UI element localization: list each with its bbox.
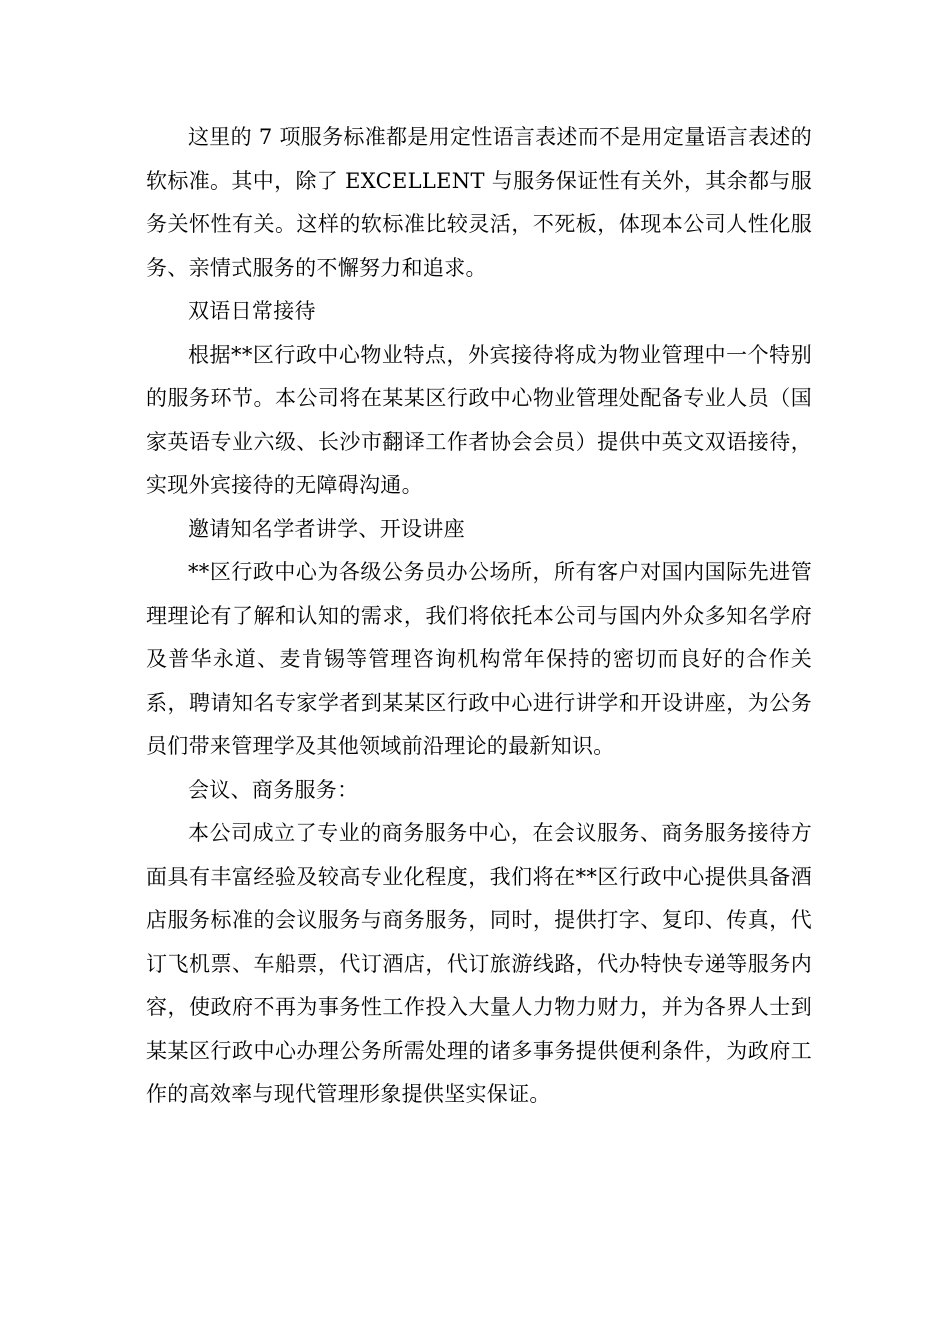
paragraph-bilingual-reception: 根据**区行政中心物业特点，外宾接待将成为物业管理中一个特别的服务环节。本公司将在某某区行政中心物业管理处配备专业人员（国家英语专业六级、长沙市翻译工作者协会会员）提供中英文双语接待，实现外宾接待的无障碍沟通。 — [146, 342, 812, 497]
heading-scholar-lectures: 邀请知名学者讲学、开设讲座 — [188, 516, 465, 541]
document-body — [146, 116, 812, 1117]
heading-meeting-business-service: 会议、商务服务： — [188, 777, 359, 802]
paragraph-scholar-lectures: **区行政中心为各级公务员办公场所，所有客户对国内国际先进管理理论有了解和认知的需求，我们将依托本公司与国内外众多知名学府及普华永道、麦肯锡等管理咨询机构常年保持的密切而良好的合作关系，聘请知名专家学者到某某区行政中心进行讲学和开设讲座，为公务员们带来管理学及其他领域前沿理论的最新知识。 — [146, 560, 812, 758]
paragraph-meeting-business-service: 本公司成立了专业的商务服务中心，在会议服务、商务服务接待方面具有丰富经验及较高专业化程度，我们将在**区行政中心提供具备酒店服务标准的会议服务与商务服务，同时，提供打字、复印、传真，代订飞机票、车船票，代订酒店，代订旅游线路，代办特快专递等服务内容，使政府不再为事务性工作投入大量人力物力财力，并为各界人士到某某区行政中心办理公务所需处理的诸多事务提供便利条件，为政府工作的高效率与现代管理形象提供坚实保证。 — [146, 821, 812, 1106]
paragraph-service-standards: 这里的 7 项服务标准都是用定性语言表述而不是用定量语言表述的软标准。其中，除了 EXCELLENT 与服务保证性有关外，其余都与服务关怀性有关。这样的软标准比较灵活，不死板，体现本公司人性化服务、亲情式服务的不懈努力和追求。 — [146, 125, 813, 280]
heading-bilingual-reception: 双语日常接待 — [188, 299, 316, 323]
